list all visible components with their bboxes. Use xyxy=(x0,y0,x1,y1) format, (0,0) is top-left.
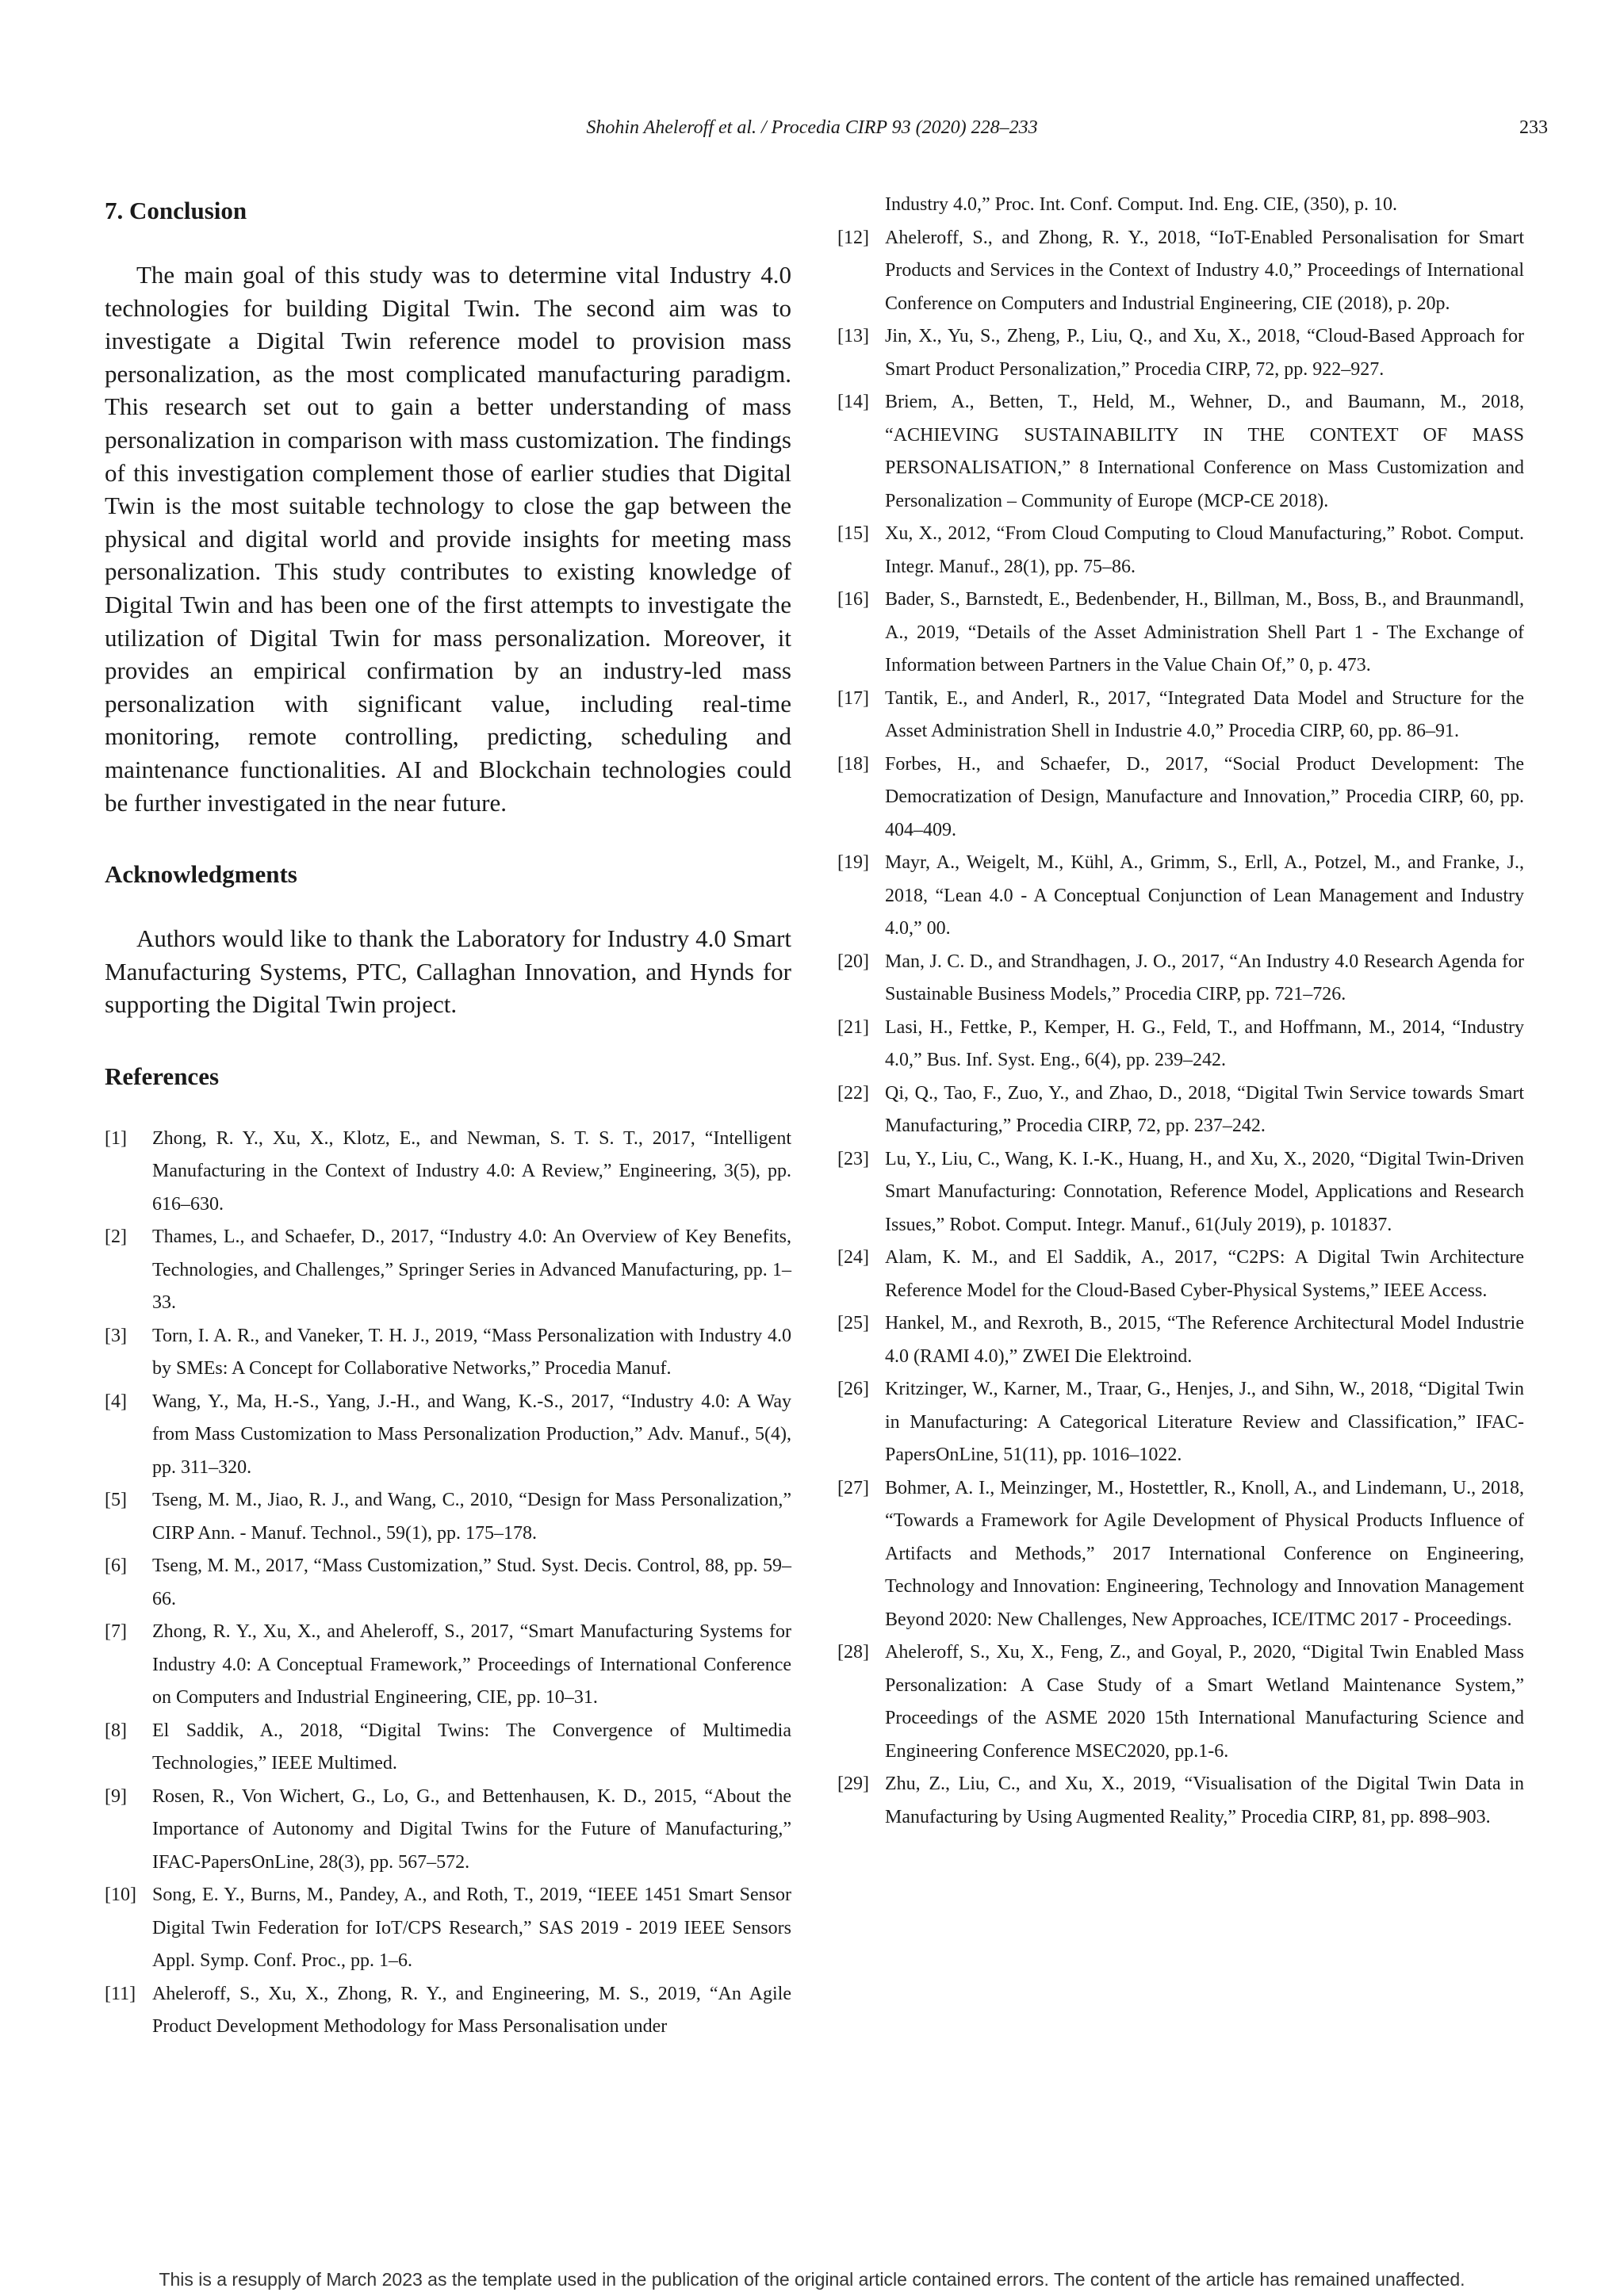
reference-number: [20] xyxy=(837,951,869,972)
reference-text: Zhong, R. Y., Xu, X., Klotz, E., and Newman, S. T. S. T., 2017, “Intelligent Manufacturing in the Context of Industry 4.0: A Review,” Engineering, 3(5), pp. 616–630. xyxy=(152,1127,791,1215)
reference-text: Alam, K. M., and El Saddik, A., 2017, “C2PS: A Digital Twin Architecture Reference Model for the Cloud-Based Cyber-Physical Systems,” IEEE Access. xyxy=(885,1247,1524,1301)
reference-text: Rosen, R., Von Wichert, G., Lo, G., and Bettenhausen, K. D., 2015, “About the Importance of Autonomy and Digital Twins for the Future of Manufacturing,” IFAC-PapersOnLine, 28(3), pp. 567–572. xyxy=(152,1785,791,1873)
reference-item xyxy=(837,584,1524,683)
reference-number: [8] xyxy=(105,1720,127,1741)
reference-continuation: Industry 4.0,” Proc. Int. Conf. Comput. Ind. Eng. CIE, (350), p. 10. xyxy=(885,194,1397,215)
reference-item xyxy=(105,1978,791,2044)
reference-item xyxy=(105,1386,791,1485)
reference-item xyxy=(837,222,1524,321)
reference-number: [11] xyxy=(105,1983,136,2004)
reference-text: Hankel, M., and Rexroth, B., 2015, “The Reference Architectural Model Industrie 4.0 (RAMI 4.0),” ZWEI Die Elektroind. xyxy=(885,1313,1524,1367)
reference-text: Zhu, Z., Liu, C., and Xu, X., 2019, “Visualisation of the Digital Twin Data in Manufacturing by Using Augmented Reality,” Procedia CIRP, 81, pp. 898–903. xyxy=(885,1774,1524,1827)
reference-text: Mayr, A., Weigelt, M., Kühl, A., Grimm, S., Erll, A., Potzel, M., and Franke, J., 2018, “Lean 4.0 - A Conceptual Conjunction of Lean Management and Industry 4.0,” 00. xyxy=(885,852,1524,939)
reference-number: [5] xyxy=(105,1490,127,1511)
reference-item xyxy=(837,1373,1524,1472)
reference-number: [25] xyxy=(837,1313,869,1334)
acknowledgments-heading: Acknowledgments xyxy=(105,860,297,889)
reference-number: [23] xyxy=(837,1148,869,1169)
reference-text: El Saddik, A., 2018, “Digital Twins: The Convergence of Multimedia Technologies,” IEEE Multimed. xyxy=(152,1720,791,1774)
reference-number: [6] xyxy=(105,1556,127,1577)
reference-item xyxy=(105,1484,791,1550)
reference-text: Aheleroff, S., Xu, X., Feng, Z., and Goyal, P., 2020, “Digital Twin Enabled Mass Personalization: A Case Study of a Smart Wetland Maintenance System,” Proceedings of the ASME 2020 15th International Manufacturing Science and Engineering Conference MSEC2020, pp.1-6. xyxy=(885,1642,1524,1762)
reference-item xyxy=(105,1221,791,1320)
reference-item xyxy=(837,1077,1524,1143)
reference-number: [14] xyxy=(837,392,869,412)
reference-item xyxy=(105,1879,791,1978)
reference-number: [7] xyxy=(105,1621,127,1643)
reference-number: [1] xyxy=(105,1127,127,1149)
running-title: Shohin Aheleroff et al. / Procedia CIRP 93 (2020) 228–233 xyxy=(586,117,1038,138)
reference-number: [13] xyxy=(837,326,869,346)
right-column xyxy=(837,195,1524,1834)
reference-text: Tantik, E., and Anderl, R., 2017, “Integrated Data Model and Structure for the Asset Administration Shell in Industrie 4.0,” Procedia CIRP, 60, pp. 86–91. xyxy=(885,687,1524,741)
left-column xyxy=(105,195,791,2044)
reference-number: [16] xyxy=(837,589,869,610)
reference-item xyxy=(837,1636,1524,1768)
reference-item xyxy=(837,1768,1524,1834)
reference-text: Song, E. Y., Burns, M., Pandey, A., and Roth, T., 2019, “IEEE 1451 Smart Sensor Digital Twin Federation for IoT/CPS Research,” SAS 2019 - 2019 IEEE Sensors Appl. Symp. Conf. Proc., pp. 1–6. xyxy=(152,1885,791,1972)
reference-number: [9] xyxy=(105,1785,127,1807)
reference-text: Qi, Q., Tao, F., Zuo, Y., and Zhao, D., 2018, “Digital Twin Service towards Smart Manufacturing,” Procedia CIRP, 72, pp. 237–242. xyxy=(885,1082,1524,1136)
reference-text: Zhong, R. Y., Xu, X., and Aheleroff, S., 2017, “Smart Manufacturing Systems for Industry 4.0: A Conceptual Framework,” Proceedings of International Conference on Computers and Industrial Engineering, CIE, pp. 10–31. xyxy=(152,1621,791,1709)
reference-number: [21] xyxy=(837,1016,869,1038)
reference-item xyxy=(837,683,1524,748)
reference-text: Forbes, H., and Schaefer, D., 2017, “Social Product Development: The Democratization of Design, Manufacture and Innovation,” Procedia CIRP, 60, pp. 404–409. xyxy=(885,753,1524,840)
reference-list-right xyxy=(837,222,1524,1835)
reference-item xyxy=(105,1550,791,1616)
reference-item xyxy=(105,1781,791,1880)
reference-number: [10] xyxy=(105,1885,136,1906)
reference-item xyxy=(837,1307,1524,1373)
reference-text: Bader, S., Barnstedt, E., Bedenbender, H., Billman, M., Boss, B., and Braunmandl, A., 2019, “Details of the Asset Administration Shell Part 1 - The Exchange of Information between Partners in the Value Chain Of,” 0, p. 473. xyxy=(885,589,1524,675)
running-header xyxy=(0,117,1624,149)
reference-number: [26] xyxy=(837,1379,869,1399)
reference-item xyxy=(105,1320,791,1386)
reference-number: [17] xyxy=(837,687,869,709)
reference-text: Aheleroff, S., and Zhong, R. Y., 2018, “IoT-Enabled Personalisation for Smart Products and Services in the Context of Industry 4.0,” Proceedings of International Conference on Computers and Industrial Engineering, CIE (2018), p. 20p. xyxy=(885,227,1524,314)
reference-text: Lu, Y., Liu, C., Wang, K. I.-K., Huang, H., and Xu, X., 2020, “Digital Twin-Driven Smart Manufacturing: Connotation, Reference Model, Applications and Research Issues,” Robot. Comput. Integr. Manuf., 61(July 2019), p. 101837. xyxy=(885,1148,1524,1235)
reference-item xyxy=(105,1123,791,1222)
reference-item xyxy=(837,320,1524,386)
footer-note: This is a resupply of March 2023 as the template used in the publication of the original article contained errors. The content of the article has remained unaffected. xyxy=(159,2269,1465,2290)
reference-item xyxy=(837,1012,1524,1077)
reference-text: Tseng, M. M., Jiao, R. J., and Wang, C., 2010, “Design for Mass Personalization,” CIRP Ann. - Manuf. Technol., 59(1), pp. 175–178. xyxy=(152,1490,791,1544)
reference-item xyxy=(837,1472,1524,1637)
reference-number: [18] xyxy=(837,753,869,775)
reference-text: Man, J. C. D., and Strandhagen, J. O., 2017, “An Industry 4.0 Research Agenda for Sustainable Business Models,” Procedia CIRP, pp. 721–726. xyxy=(885,951,1524,1004)
reference-number: [27] xyxy=(837,1477,869,1498)
reference-text: Torn, I. A. R., and Vaneker, T. H. J., 2019, “Mass Personalization with Industry 4.0 by SMEs: A Concept for Collaborative Networks,” Procedia Manuf. xyxy=(152,1325,791,1380)
reference-number: [29] xyxy=(837,1774,869,1794)
page-number: 233 xyxy=(1519,117,1548,138)
reference-item xyxy=(837,847,1524,946)
reference-item xyxy=(837,1242,1524,1307)
reference-number: [2] xyxy=(105,1226,127,1248)
acknowledgments-paragraph: Authors would like to thank the Laboratory for Industry 4.0 Smart Manufacturing Systems, PTC, Callaghan Innovation, and Hynds for supporting the Digital Twin project. xyxy=(105,924,791,1019)
reference-item xyxy=(837,946,1524,1012)
reference-text: Xu, X., 2012, “From Cloud Computing to Cloud Manufacturing,” Robot. Comput. Integr. Manuf., 28(1), pp. 75–86. xyxy=(885,523,1524,577)
reference-item xyxy=(105,1616,791,1715)
reference-number: [19] xyxy=(837,852,869,873)
reference-number: [24] xyxy=(837,1247,869,1268)
reference-item xyxy=(837,386,1524,518)
conclusion-heading: 7. Conclusion xyxy=(105,197,247,224)
reference-number: [15] xyxy=(837,523,869,544)
reference-list-left xyxy=(105,1123,791,2044)
reference-item xyxy=(837,748,1524,848)
reference-text: Aheleroff, S., Xu, X., Zhong, R. Y., and Engineering, M. S., 2019, “An Agile Product Development Methodology for Mass Personalisation under xyxy=(152,1983,791,2038)
conclusion-paragraph: The main goal of this study was to determine vital Industry 4.0 technologies for building Digital Twin. The second aim was to investigate a Digital Twin reference model to provision mass personalization, as the most complicated manufacturing paradigm. This research set out to gain a better understanding of mass personalization in comparison with mass customization. The findings of this investigation complement those of earlier studies that Digital Twin is the most suitable technology to close the gap between the physical and digital world and provide insights for meeting mass personalization. This study contributes to existing knowledge of Digital Twin and has been one of the first attempts to investigate the utilization of Digital Twin for mass personalization. Moreover, it provides an empirical confirmation by an industry-led mass personalization with significant value, including real-time monitoring, remote controlling, predicting, scheduling and maintenance functionalities. AI and Blockchain technologies could be further investigated in the near future. xyxy=(105,261,791,817)
reference-text: Kritzinger, W., Karner, M., Traar, G., Henjes, J., and Sihn, W., 2018, “Digital Twin in Manufacturing: A Categorical Literature Review and Classification,” IFAC-PapersOnLine, 51(11), pp. 1016–1022. xyxy=(885,1379,1524,1465)
reference-number: [4] xyxy=(105,1391,127,1412)
reference-item xyxy=(837,518,1524,584)
reference-text: Wang, Y., Ma, H.-S., Yang, J.-H., and Wang, K.-S., 2017, “Industry 4.0: A Way from Mass Customization to Mass Personalization Production,” Adv. Manuf., 5(4), pp. 311–320. xyxy=(152,1391,791,1478)
reference-item xyxy=(837,1143,1524,1242)
reference-text: Tseng, M. M., 2017, “Mass Customization,” Stud. Syst. Decis. Control, 88, pp. 59–66. xyxy=(152,1556,791,1609)
reference-text: Jin, X., Yu, S., Zheng, P., Liu, Q., and Xu, X., 2018, “Cloud-Based Approach for Smart Product Personalization,” Procedia CIRP, 72, pp. 922–927. xyxy=(885,326,1524,380)
reference-item xyxy=(105,1715,791,1781)
reference-text: Briem, A., Betten, T., Held, M., Wehner, D., and Baumann, M., 2018, “ACHIEVING SUSTAINABILITY IN THE CONTEXT OF MASS PERSONALISATION,” 8 International Conference on Mass Customization and Personalization – Community of Europe (MCP-CE 2018). xyxy=(885,392,1524,511)
reference-number: [12] xyxy=(837,227,869,248)
reference-number: [22] xyxy=(837,1082,869,1104)
reference-number: [3] xyxy=(105,1325,127,1346)
reference-text: Bohmer, A. I., Meinzinger, M., Hostettler, R., Knoll, A., and Lindemann, U., 2018, “Towards a Framework for Agile Development of Physical Products Influence of Artifacts and Methods,” 2017 International Conference on Engineering, Technology and Innovation: Engineering, Technology and Innovation Management Beyond 2020: New Challenges, New Approaches, ICE/ITMC 2017 - Proceedings. xyxy=(885,1477,1524,1630)
reference-text: Thames, L., and Schaefer, D., 2017, “Industry 4.0: An Overview of Key Benefits, Technologies, and Challenges,” Springer Series in Advanced Manufacturing, pp. 1–33. xyxy=(152,1226,791,1314)
reference-number: [28] xyxy=(837,1642,869,1663)
reference-text: Lasi, H., Fettke, P., Kemper, H. G., Feld, T., and Hoffmann, M., 2014, “Industry 4.0,” Bus. Inf. Syst. Eng., 6(4), pp. 239–242. xyxy=(885,1016,1524,1070)
references-heading: References xyxy=(105,1062,220,1090)
